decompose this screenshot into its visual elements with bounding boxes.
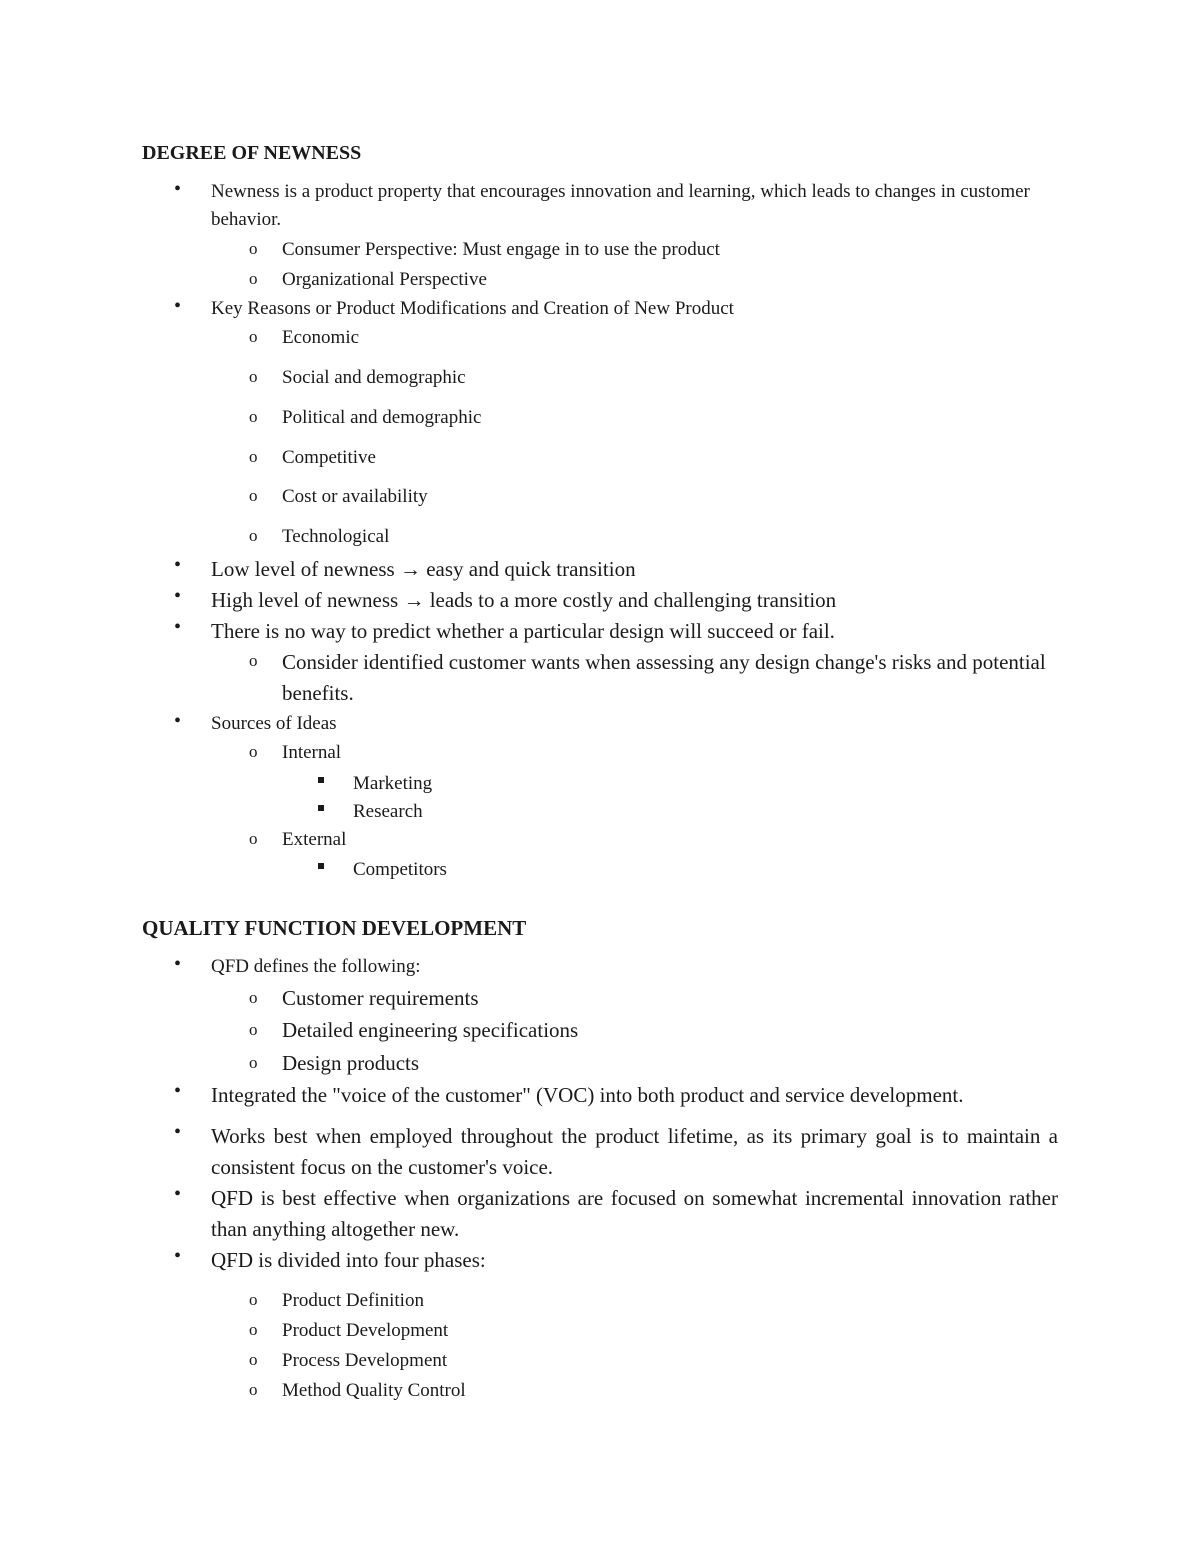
- list-item-text: External: [282, 829, 347, 850]
- list-item-text: Cost or availability: [282, 486, 428, 507]
- list-item-text: Internal: [282, 742, 342, 763]
- circle-marker: o: [249, 526, 258, 545]
- list-item-text: High level of newness → leads to a more costly and challenging transition: [211, 588, 837, 612]
- list-item-text: Competitive: [282, 447, 376, 468]
- list-item-text: Competitors: [353, 859, 447, 880]
- bullet-marker: •: [174, 1183, 182, 1205]
- list-item-text: There is no way to predict whether a particular design will succeed or fail.: [211, 619, 835, 643]
- list-item-text: Political and demographic: [282, 407, 482, 428]
- list-item-text: Consider identified customer wants when assessing any design change's risks and potential benefits.: [282, 650, 1046, 705]
- list-item-text: Newness is a product property that encourages innovation and learning, which leads to changes in customer behavior.: [211, 181, 1030, 230]
- circle-marker: o: [249, 239, 258, 258]
- bullet-marker: •: [174, 1245, 182, 1267]
- list-item-text: Works best when employed throughout the product lifetime, as its primary goal is to maintain a consistent focus on the customer's voice.: [211, 1124, 1058, 1179]
- circle-marker: o: [249, 1290, 258, 1309]
- list-item-text: Product Definition: [282, 1290, 424, 1311]
- bullet-marker: •: [174, 585, 182, 607]
- bullet-marker: •: [174, 616, 182, 638]
- bullet-marker: •: [174, 1080, 182, 1102]
- circle-marker: o: [249, 742, 258, 761]
- circle-marker: o: [249, 651, 258, 670]
- list-item-text: Product Development: [282, 1320, 449, 1341]
- section-heading-degree-of-newness: DEGREE OF NEWNESS: [142, 142, 362, 164]
- list-item-text: QFD defines the following:: [211, 956, 421, 977]
- circle-marker: o: [249, 988, 258, 1007]
- circle-marker: o: [249, 447, 258, 466]
- circle-marker: o: [249, 327, 258, 346]
- bullet-marker: •: [174, 554, 182, 576]
- list-item-text: Technological: [282, 526, 390, 547]
- bullet-marker: •: [174, 1121, 182, 1143]
- circle-marker: o: [249, 269, 258, 288]
- list-item-text: Consumer Perspective: Must engage in to use the product: [282, 239, 720, 260]
- bullet-marker: •: [174, 710, 182, 732]
- bullet-marker: •: [174, 295, 182, 317]
- list-item-text: Sources of Ideas: [211, 713, 337, 734]
- circle-marker: o: [249, 1350, 258, 1369]
- list-item-text: Method Quality Control: [282, 1380, 466, 1401]
- section-heading-quality-function-development: QUALITY FUNCTION DEVELOPMENT: [142, 916, 527, 940]
- bullet-marker: •: [174, 178, 182, 200]
- list-item-text: QFD is best effective when organizations are focused on somewhat incremental innovation rather than anything altogether new.: [211, 1186, 1058, 1241]
- list-item-text: Organizational Perspective: [282, 269, 487, 290]
- list-item-text: QFD is divided into four phases:: [211, 1248, 486, 1272]
- list-item-text: Economic: [282, 327, 360, 348]
- circle-marker: o: [249, 1380, 258, 1399]
- list-item-text: Research: [353, 801, 423, 822]
- list-item-text: Social and demographic: [282, 367, 466, 388]
- circle-marker: o: [249, 407, 258, 426]
- circle-marker: o: [249, 1020, 258, 1039]
- list-item-text: Customer requirements: [282, 986, 479, 1010]
- circle-marker: o: [249, 1320, 258, 1339]
- list-item-text: Design products: [282, 1051, 420, 1075]
- circle-marker: o: [249, 1053, 258, 1072]
- list-item-text: Marketing: [353, 773, 433, 794]
- list-item-text: Detailed engineering specifications: [282, 1018, 579, 1042]
- circle-marker: o: [249, 829, 258, 848]
- bullet-marker: •: [174, 953, 182, 975]
- circle-marker: o: [249, 367, 258, 386]
- list-item-text: Low level of newness → easy and quick transition: [211, 557, 636, 581]
- list-item-text: Process Development: [282, 1350, 448, 1371]
- list-item-text: Integrated the "voice of the customer" (VOC) into both product and service development.: [211, 1083, 964, 1107]
- circle-marker: o: [249, 486, 258, 505]
- list-item-text: Key Reasons or Product Modifications and Creation of New Product: [211, 298, 734, 319]
